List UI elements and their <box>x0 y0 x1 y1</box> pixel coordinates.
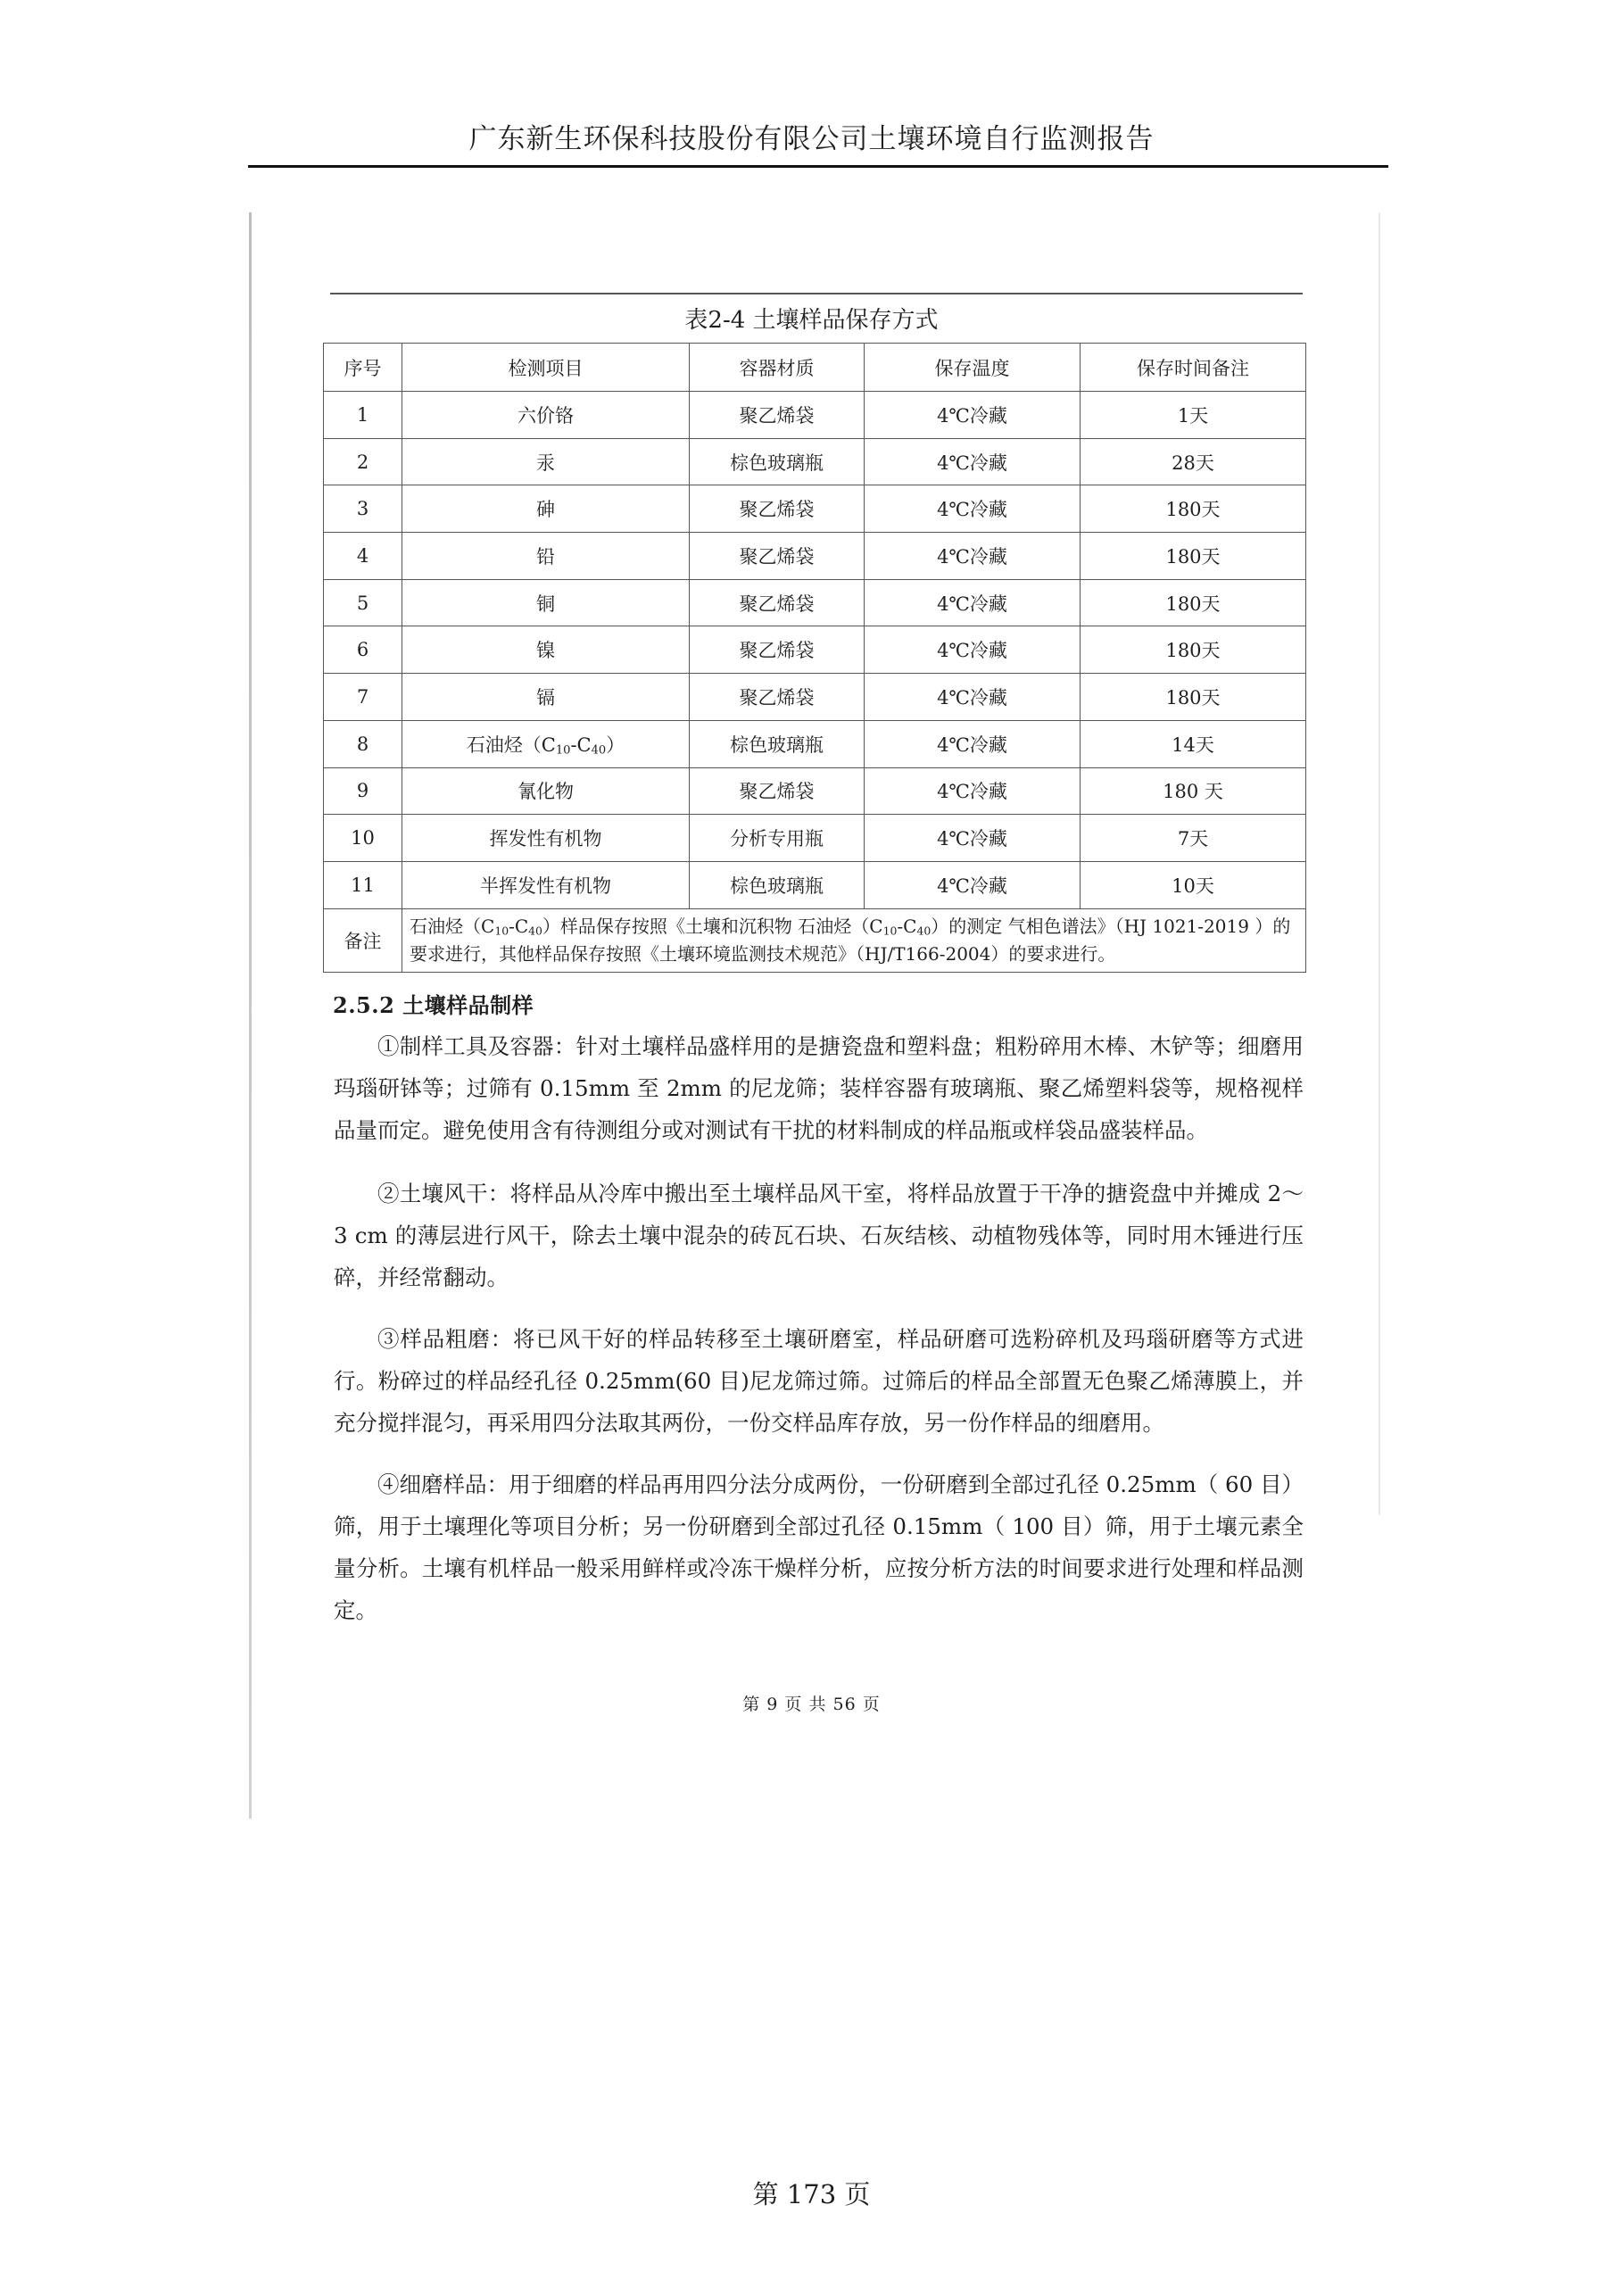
cell-no: 2 <box>324 438 402 485</box>
table-note-row <box>324 908 1306 972</box>
section-heading: 2.5.2 土壤样品制样 <box>333 992 534 1018</box>
table-caption: 表2-4 土壤样品保存方式 <box>684 307 939 334</box>
cell-container: 聚乙烯袋 <box>690 626 865 674</box>
cell-temp: 4℃冷藏 <box>865 392 1081 439</box>
note-label: 备注 <box>324 908 402 972</box>
note-subscript: 40 <box>916 924 932 938</box>
cell-time: 180天 <box>1081 533 1306 580</box>
cell-time: 180 天 <box>1081 767 1306 815</box>
note-fragment: -C <box>509 915 529 937</box>
cell-time: 28天 <box>1081 438 1306 485</box>
cell-item: 半挥发性有机物 <box>402 861 690 908</box>
outer-page-number: 第 173 页 <box>752 2179 871 2209</box>
scan-page-edge-left <box>249 212 252 1819</box>
cell-item <box>402 720 690 767</box>
col-header-temp: 保存温度 <box>865 344 1081 392</box>
cell-item: 铜 <box>402 579 690 626</box>
item-text: 石油烃（C <box>466 734 556 756</box>
cell-no: 9 <box>324 767 402 815</box>
table-row <box>324 438 1306 485</box>
cell-item: 镉 <box>402 674 690 721</box>
col-header-item: 检测项目 <box>402 344 690 392</box>
cell-temp: 4℃冷藏 <box>865 720 1081 767</box>
cell-no: 8 <box>324 720 402 767</box>
cell-container: 棕色玻璃瓶 <box>690 438 865 485</box>
cell-container: 棕色玻璃瓶 <box>690 861 865 908</box>
paragraph-coarse-grinding: ③样品粗磨：将已风干好的样品转移至土壤研磨室，样品研磨可选粉碎机及玛瑙研磨等方式进行。粉碎过的样品经孔径 0.25mm(60 目)尼龙筛过筛。过筛后的样品全部置无色聚乙烯薄膜上，并充分搅拌混匀，再采用四分法取其两份，一份交样品库存放，另一份作样品的细磨用。 <box>334 1326 1304 1436</box>
sample-storage-table <box>323 343 1306 973</box>
report-header-title: 广东新生环保科技股份有限公司土壤环境自行监测报告 <box>468 123 1155 155</box>
cell-container: 聚乙烯袋 <box>690 767 865 815</box>
cell-item: 六价铬 <box>402 392 690 439</box>
table-row <box>324 674 1306 721</box>
cell-no: 7 <box>324 674 402 721</box>
table-row <box>324 533 1306 580</box>
item-subscript: 10 <box>555 743 571 758</box>
header-divider <box>248 165 1388 168</box>
cell-temp: 4℃冷藏 <box>865 767 1081 815</box>
note-fragment: ）的测定 气相色谱法》（HJ 1021-2019 ）的要求进行，其他样品保存按照《土壤环境监测技术规范》（HJ/T166-2004）的要求进行。 <box>410 915 1291 965</box>
table-row <box>324 485 1306 533</box>
note-fragment: 石油烃（C <box>410 915 495 937</box>
cell-container: 聚乙烯袋 <box>690 392 865 439</box>
cell-no: 3 <box>324 485 402 533</box>
cell-item: 铅 <box>402 533 690 580</box>
table-row <box>324 815 1306 862</box>
col-header-time: 保存时间备注 <box>1081 344 1306 392</box>
cell-time: 14天 <box>1081 720 1306 767</box>
cell-item: 镍 <box>402 626 690 674</box>
cell-time: 180天 <box>1081 674 1306 721</box>
table-row <box>324 720 1306 767</box>
note-text <box>402 908 1306 972</box>
cell-time: 180天 <box>1081 626 1306 674</box>
cell-time: 7天 <box>1081 815 1306 862</box>
note-subscript: 40 <box>528 924 542 938</box>
paragraph-air-drying: ②土壤风干：将样品从冷库中搬出至土壤样品风干室，将样品放置于干净的搪瓷盘中并摊成 2～3 cm 的薄层进行风干，除去土壤中混杂的砖瓦石块、石灰结核、动植物残体等，同时用木锤进行压碎，并经常翻动。 <box>334 1181 1304 1290</box>
cell-container: 棕色玻璃瓶 <box>690 720 865 767</box>
cell-temp: 4℃冷藏 <box>865 438 1081 485</box>
cell-container: 聚乙烯袋 <box>690 579 865 626</box>
cell-time: 180天 <box>1081 485 1306 533</box>
col-header-container: 容器材质 <box>690 344 865 392</box>
cell-no: 11 <box>324 861 402 908</box>
paragraph-fine-grinding: ④细磨样品：用于细磨的样品再用四分法分成两份，一份研磨到全部过孔径 0.25mm（ 60 目）筛，用于土壤理化等项目分析；另一份研磨到全部过孔径 0.15mm（ 100 目）筛，用于土壤元素全量分析。土壤有机样品一般采用鲜样或冷冻干燥样分析，应按分析方法的时间要求进行处理和样品测定。 <box>334 1471 1304 1623</box>
cell-no: 5 <box>324 579 402 626</box>
note-subscript: 10 <box>494 924 509 938</box>
cell-container: 聚乙烯袋 <box>690 485 865 533</box>
note-subscript: 10 <box>882 924 898 938</box>
item-text: -C <box>570 734 592 756</box>
note-fragment: ）样品保存按照《土壤和沉积物 石油烃（C <box>542 915 883 937</box>
cell-container: 分析专用瓶 <box>690 815 865 862</box>
cell-item: 挥发性有机物 <box>402 815 690 862</box>
cell-time: 180天 <box>1081 579 1306 626</box>
cell-no: 6 <box>324 626 402 674</box>
note-fragment: -C <box>897 915 917 937</box>
table-row <box>324 392 1306 439</box>
cell-no: 1 <box>324 392 402 439</box>
paragraph-sample-tools: ①制样工具及容器：针对土壤样品盛样用的是搪瓷盘和塑料盘；粗粉碎用木棒、木铲等；细磨用玛瑙研钵等；过筛有 0.15mm 至 2mm 的尼龙筛；装样容器有玻璃瓶、聚乙烯塑料袋等，规格视样品量而定。避免使用含有待测组分或对测试有干扰的材料制成的样品瓶或样袋品盛装样品。 <box>334 1033 1304 1143</box>
cell-temp: 4℃冷藏 <box>865 815 1081 862</box>
cell-no: 4 <box>324 533 402 580</box>
cell-item: 汞 <box>402 438 690 485</box>
cell-temp: 4℃冷藏 <box>865 674 1081 721</box>
cell-temp: 4℃冷藏 <box>865 485 1081 533</box>
cell-temp: 4℃冷藏 <box>865 861 1081 908</box>
table-row <box>324 861 1306 908</box>
cell-time: 1天 <box>1081 392 1306 439</box>
cell-temp: 4℃冷藏 <box>865 579 1081 626</box>
cell-time: 10天 <box>1081 861 1306 908</box>
cell-container: 聚乙烯袋 <box>690 674 865 721</box>
cell-container: 聚乙烯袋 <box>690 533 865 580</box>
table-row <box>324 626 1306 674</box>
cell-item: 砷 <box>402 485 690 533</box>
table-header-row <box>324 344 1306 392</box>
inner-page-number: 第 9 页 共 56 页 <box>742 1695 881 1714</box>
item-text: ） <box>606 734 625 756</box>
table-row <box>324 767 1306 815</box>
cell-no: 10 <box>324 815 402 862</box>
cell-item: 氰化物 <box>402 767 690 815</box>
scan-page-edge-right <box>1379 212 1380 1515</box>
cell-temp: 4℃冷藏 <box>865 533 1081 580</box>
cell-temp: 4℃冷藏 <box>865 626 1081 674</box>
item-subscript: 40 <box>591 743 607 758</box>
table-top-divider <box>330 293 1303 294</box>
col-header-no: 序号 <box>324 344 402 392</box>
table-row <box>324 579 1306 626</box>
